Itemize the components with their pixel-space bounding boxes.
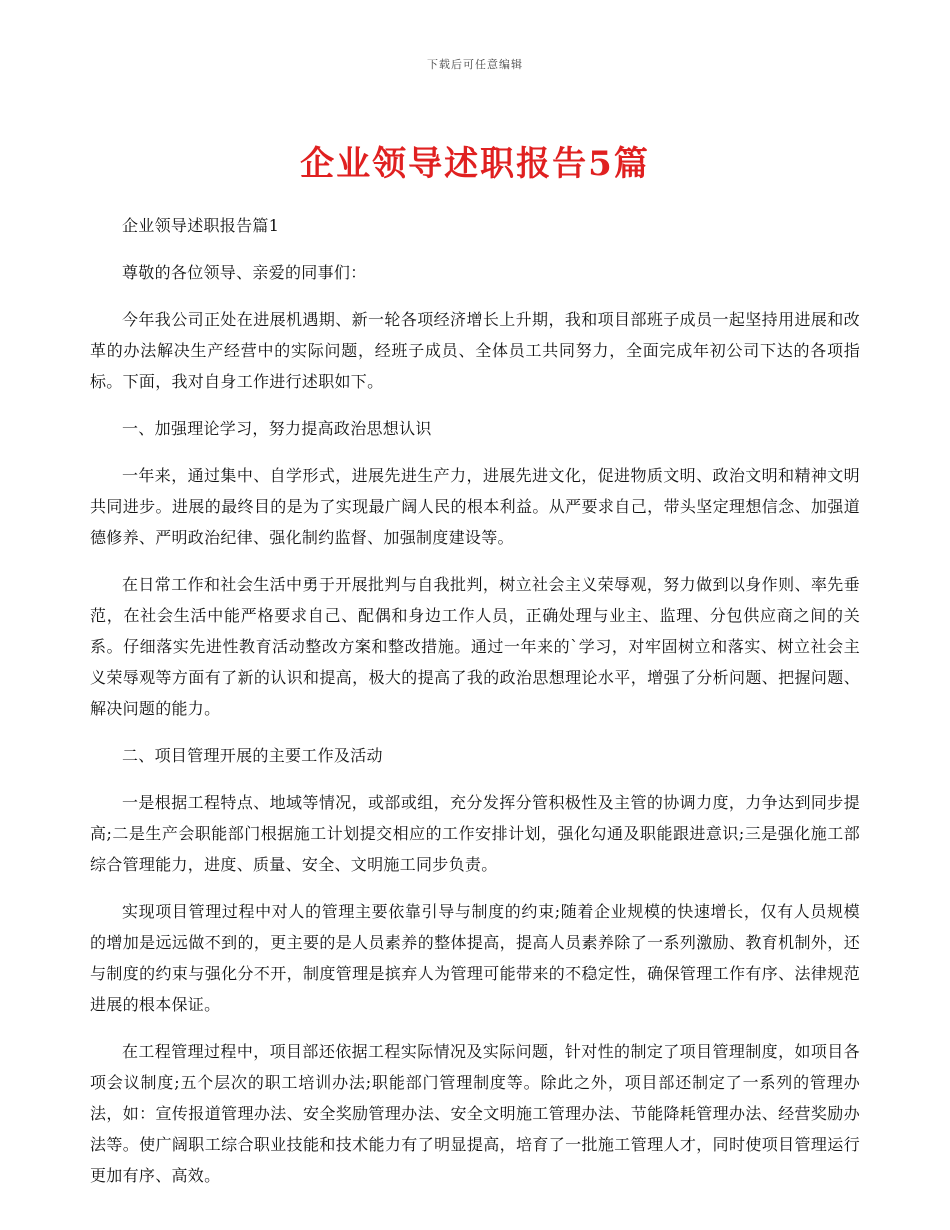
section-heading-theory-study: 一、加强理论学习，努力提高政治思想认识 [122,419,432,438]
section-heading-part-1: 企业领导述职报告篇1 [122,216,280,235]
section-heading-project-management: 二、项目管理开展的主要工作及活动 [122,746,383,765]
body-paragraph: 一是根据工程特点、地域等情况，或部或组，充分发挥分管积极性及主管的协调力度，力争达到同步提高;二是生产会职能部门根据施工计划提交相应的工作安排计划，强化勾通及职能跟进意识;三是强化施工部综合管理能力，进度、质量、安全、文明施工同步负责。 [90,793,860,874]
salutation: 尊敬的各位领导、亲爱的同事们： [122,263,367,282]
document-body [90,210,860,1207]
body-paragraph: 在工程管理过程中，项目部还依据工程实际情况及实际问题，针对性的制定了项目管理制度，如项目各项会议制度;五个层次的职工培训办法;职能部门管理制度等。除此之外，项目部还制定了一系列的管理办法，如：宣传报道管理办法、安全奖励管理办法、安全文明施工管理办法、节能降耗管理办法、经营奖励办法等。使广阔职工综合职业技能和技术能力有了明显提高，培育了一批施工管理人才，同时使项目管理运行更加有序、高效。 [90,1042,860,1185]
intro-paragraph: 今年我公司正处在进展机遇期、新一轮各项经济增长上升期，我和项目部班子成员一起坚持用进展和改革的办法解决生产经营中的实际问题，经班子成员、全体员工共同努力，全面完成年初公司下达的各项指标。下面，我对自身工作进行述职如下。 [90,310,860,391]
body-paragraph: 在日常工作和社会生活中勇于开展批判与自我批判，树立社会主义荣辱观，努力做到以身作则、率先垂范，在社会生活中能严格要求自己、配偶和身边工作人员，正确处理与业主、监理、分包供应商之间的关系。仔细落实先进性教育活动整改方案和整改措施。通过一年来的`学习，对牢固树立和落实、树立社会主义荣辱观等方面有了新的认识和提高，极大的提高了我的政治思想理论水平，增强了分析问题、把握问题、解决问题的能力。 [90,575,860,718]
body-paragraph: 实现项目管理过程中对人的管理主要依靠引导与制度的约束;随着企业规模的快速增长，仅有人员规模的增加是远远做不到的，更主要的是人员素养的整体提高，提高人员素养除了一系列激励、教育机制外，还与制度的约束与强化分不开，制度管理是摈弃人为管理可能带来的不稳定性，确保管理工作有序、法律规范进展的根本保证。 [90,902,860,1014]
document-title: 企业领导述职报告5篇 [300,144,650,184]
header-note: 下载后可任意编辑 [427,58,523,71]
body-paragraph: 一年来，通过集中、自学形式，进展先进生产力，进展先进文化，促进物质文明、政治文明和精神文明共同进步。进展的最终目的是为了实现最广阔人民的根本利益。从严要求自己，带头坚定理想信念、加强道德修养、严明政治纪律、强化制约监督、加强制度建设等。 [90,466,860,547]
